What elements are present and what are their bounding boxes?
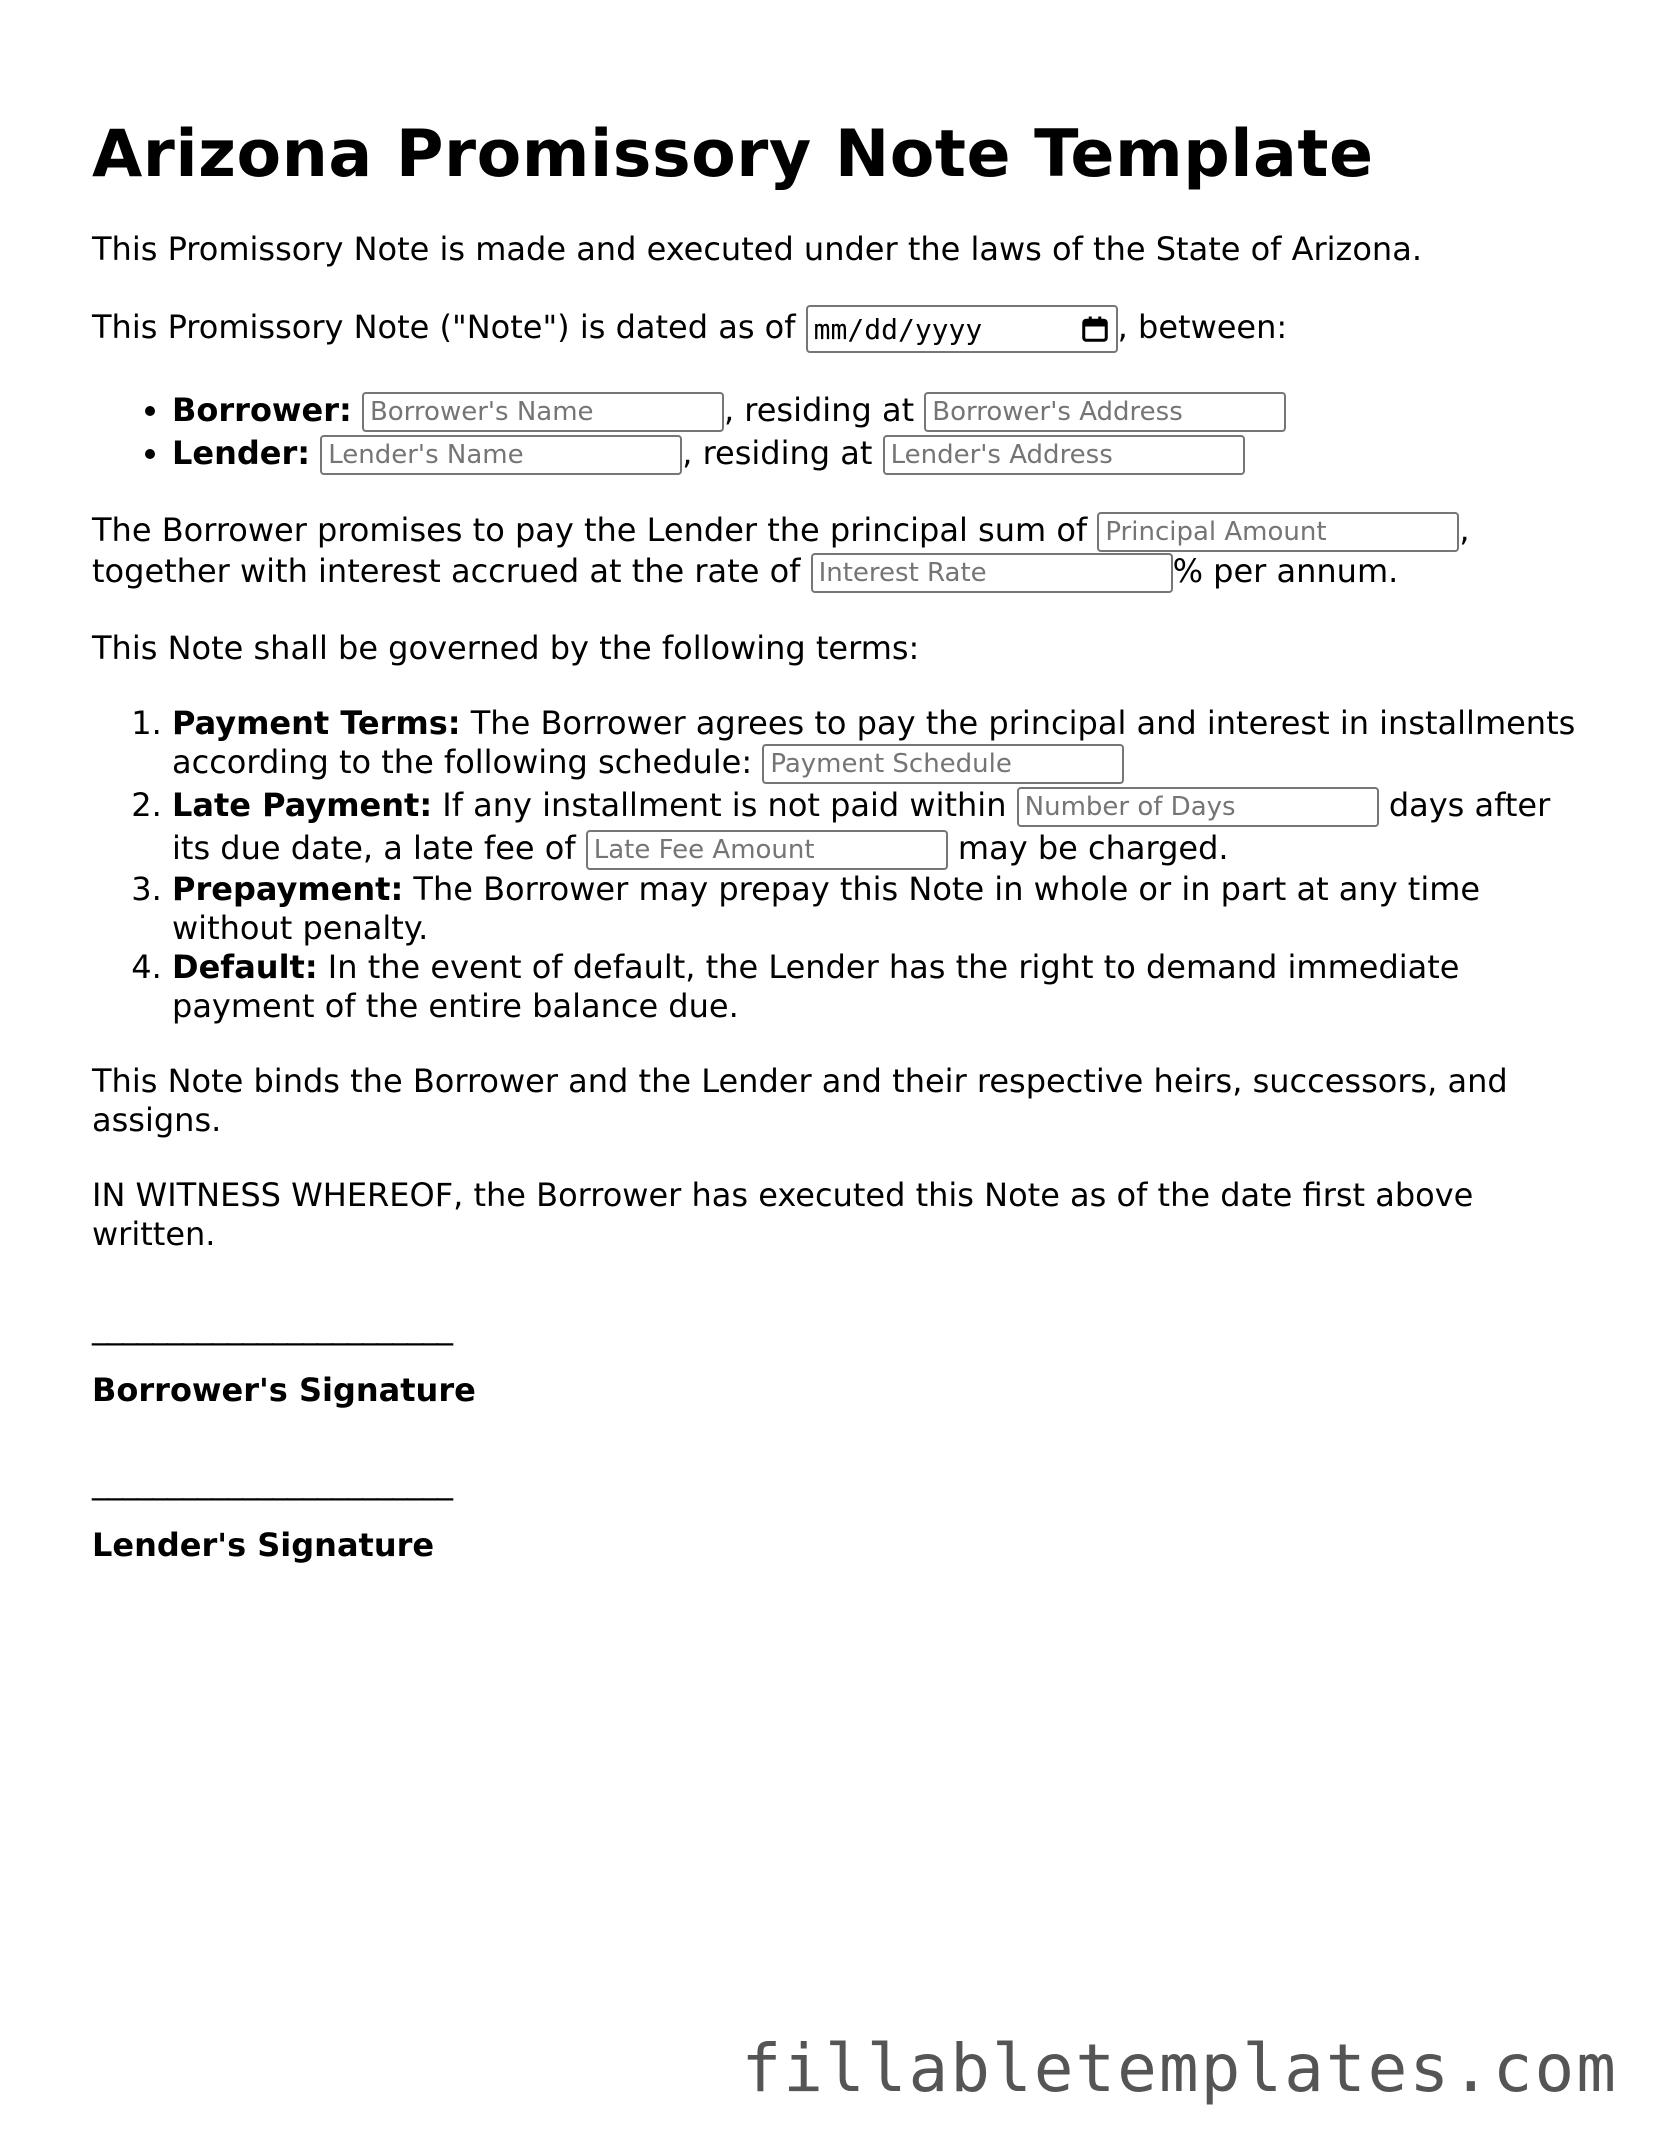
party-borrower <box>172 389 1588 432</box>
lender-address-input[interactable] <box>883 435 1245 475</box>
watermark: fillabletemplates.com <box>741 2030 1618 2107</box>
borrower-name-input[interactable] <box>362 392 724 432</box>
term-prepayment <box>172 870 1588 948</box>
term-text: The Borrower agrees to pay the principal and interest in installments according to the following schedule: <box>172 704 1576 781</box>
borrower-residing-text: , residing at <box>723 391 915 429</box>
lender-label: Lender: <box>172 434 311 472</box>
dated-paragraph <box>92 305 1588 353</box>
terms-list <box>92 704 1588 1026</box>
page-title: Arizona Promissory Note Template <box>92 117 1374 192</box>
term-text: In the event of default, the Lender has the right to demand immediate payment of the entire balance due. <box>172 948 1460 1025</box>
date-placeholder: mm/dd/yyyy <box>813 312 983 346</box>
payment-schedule-input[interactable] <box>762 744 1124 784</box>
intro-paragraph: This Promissory Note is made and executed under the laws of the State of Arizona. <box>92 230 1422 268</box>
borrower-address-input[interactable] <box>924 392 1286 432</box>
document-page <box>92 0 1588 1564</box>
term-label: Payment Terms: <box>172 704 461 742</box>
borrower-label: Borrower: <box>172 391 352 429</box>
lender-name-input[interactable] <box>320 435 682 475</box>
principal-text: The Borrower promises to pay the Lender the principal sum of <box>92 511 1088 549</box>
term-default <box>172 948 1588 1026</box>
number-of-days-input[interactable] <box>1017 787 1379 827</box>
term-label: Late Payment: <box>172 786 433 824</box>
per-annum-text: % per annum. <box>1172 552 1399 590</box>
term-text: If any installment is not paid within <box>432 786 1007 824</box>
borrower-signature-line: ________________________ <box>92 1308 452 1346</box>
dated-text: This Promissory Note ("Note") is dated as of <box>92 308 796 346</box>
borrower-signature-label: Borrower's Signature <box>92 1371 476 1409</box>
term-payment <box>172 704 1588 784</box>
parties-list <box>92 389 1588 475</box>
lender-signature-line: ________________________ <box>92 1463 452 1501</box>
interest-rate-input[interactable] <box>811 553 1173 593</box>
date-input[interactable] <box>806 305 1118 353</box>
dated-between: , between: <box>1117 308 1288 346</box>
interest-text: together with interest accrued at the rate of <box>92 552 801 590</box>
late-fee-amount-input[interactable] <box>586 830 948 870</box>
lender-residing-text: , residing at <box>682 434 873 472</box>
binding-paragraph: This Note binds the Borrower and the Lender and their respective heirs, successors, and assigns. <box>92 1062 1508 1139</box>
terms-intro: This Note shall be governed by the following terms: <box>92 629 920 667</box>
lender-signature-label: Lender's Signature <box>92 1526 435 1564</box>
term-label: Default: <box>172 948 318 986</box>
principal-comma: , <box>1459 511 1470 549</box>
principal-amount-input[interactable] <box>1097 512 1459 552</box>
term-text: The Borrower may prepay this Note in whole or in part at any time without penalty. <box>172 870 1481 947</box>
term-late-payment <box>172 784 1588 870</box>
term-label: Prepayment: <box>172 870 404 908</box>
term-text: days after its due date, a late fee of <box>172 786 1551 867</box>
witness-paragraph: IN WITNESS WHEREOF, the Borrower has executed this Note as of the date first above written. <box>92 1176 1474 1253</box>
term-text: may be charged. <box>957 829 1229 867</box>
principal-paragraph <box>92 511 1588 593</box>
party-lender <box>172 432 1588 475</box>
calendar-icon[interactable] <box>1080 314 1110 344</box>
